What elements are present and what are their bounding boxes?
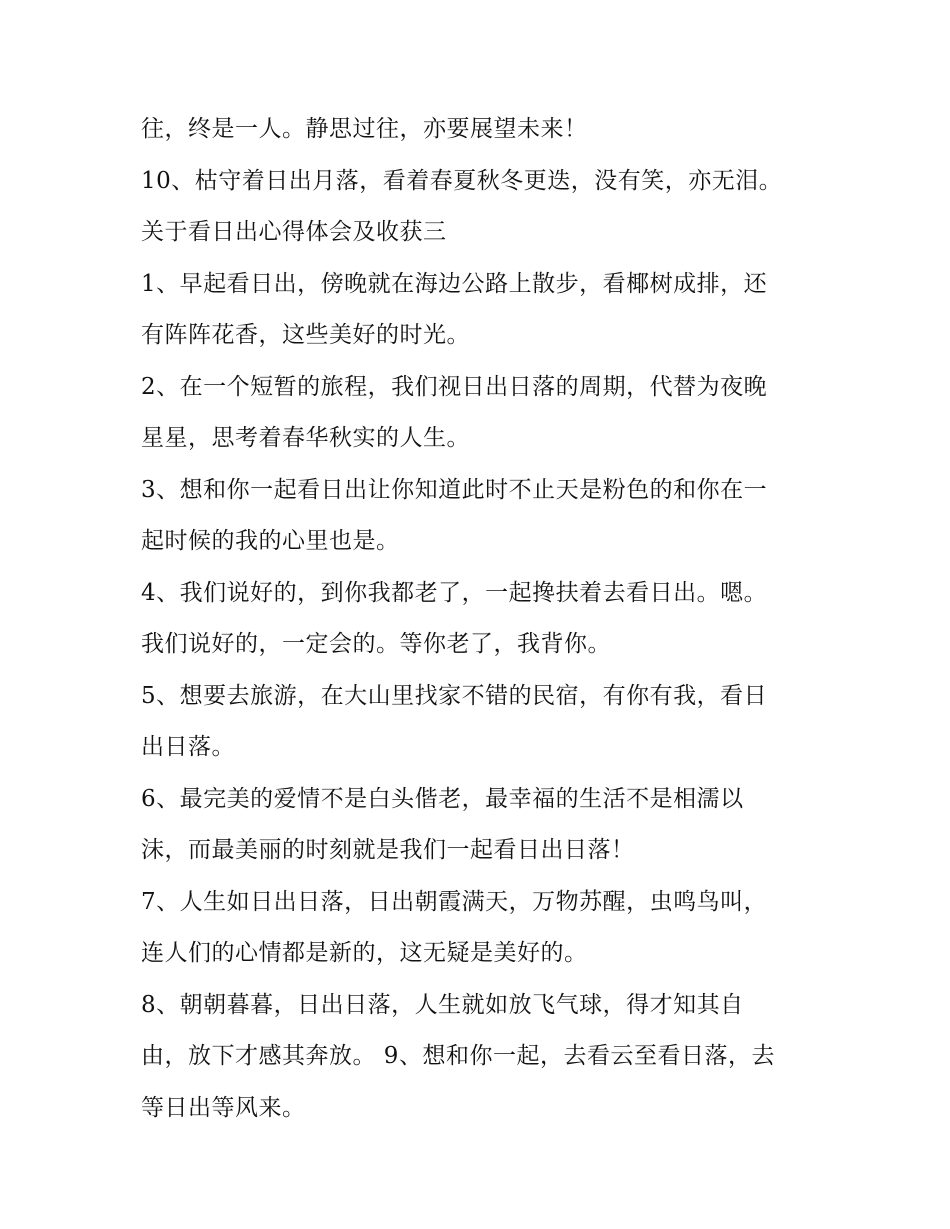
text-line: 沫，而最美丽的时刻就是我们一起看日出日落！ <box>141 837 635 863</box>
text-line: 8、朝朝暮暮，日出日落，人生就如放飞气球，得才知其自 <box>141 991 744 1018</box>
text-line: 2、在一个短暂的旅程，我们视日出日落的周期，代替为夜晚 <box>141 373 768 400</box>
text-line: 往，终是一人。静思过往，亦要展望未来！ <box>141 116 588 142</box>
text-line: 1、早起看日出，傍晚就在海边公路上散步，看椰树成排，还 <box>141 270 768 297</box>
text-line: 连人们的心情都是新的，这无疑是美好的。 <box>141 940 588 966</box>
text-line: 3、想和你一起看日出让你知道此时不止天是粉色的和你在一 <box>141 476 768 503</box>
text-line: 出日落。 <box>141 734 235 760</box>
text-line: 起时候的我的心里也是。 <box>141 528 400 554</box>
text-line: 6、最完美的爱情不是白头偕老，最幸福的生活不是相濡以 <box>141 785 744 812</box>
text-line: 星星，思考着春华秋实的人生。 <box>141 425 470 451</box>
text-line: 等日出等风来。 <box>141 1094 306 1121</box>
text-line: 有阵阵花香，这些美好的时光。 <box>141 322 470 348</box>
text-line: 10、枯守着日出月落，看着春夏秋冬更迭，没有笑，亦无泪。 <box>141 167 783 194</box>
section-heading: 关于看日出心得体会及收获三 <box>141 219 447 245</box>
text-line: 我们说好的，一定会的。等你老了，我背你。 <box>141 631 611 657</box>
text-line: 4、我们说好的，到你我都老了，一起搀扶着去看日出。嗯。 <box>141 579 768 606</box>
document-body <box>141 104 821 1134</box>
text-line: 由，放下才感其奔放。 9、想和你一起，去看云至看日落，去 <box>141 1043 775 1069</box>
text-line: 7、人生如日出日落，日出朝霞满天，万物苏醒，虫鸣鸟叫， <box>141 888 768 915</box>
text-line: 5、想要去旅游，在大山里找家不错的民宿，有你有我，看日 <box>141 682 768 709</box>
